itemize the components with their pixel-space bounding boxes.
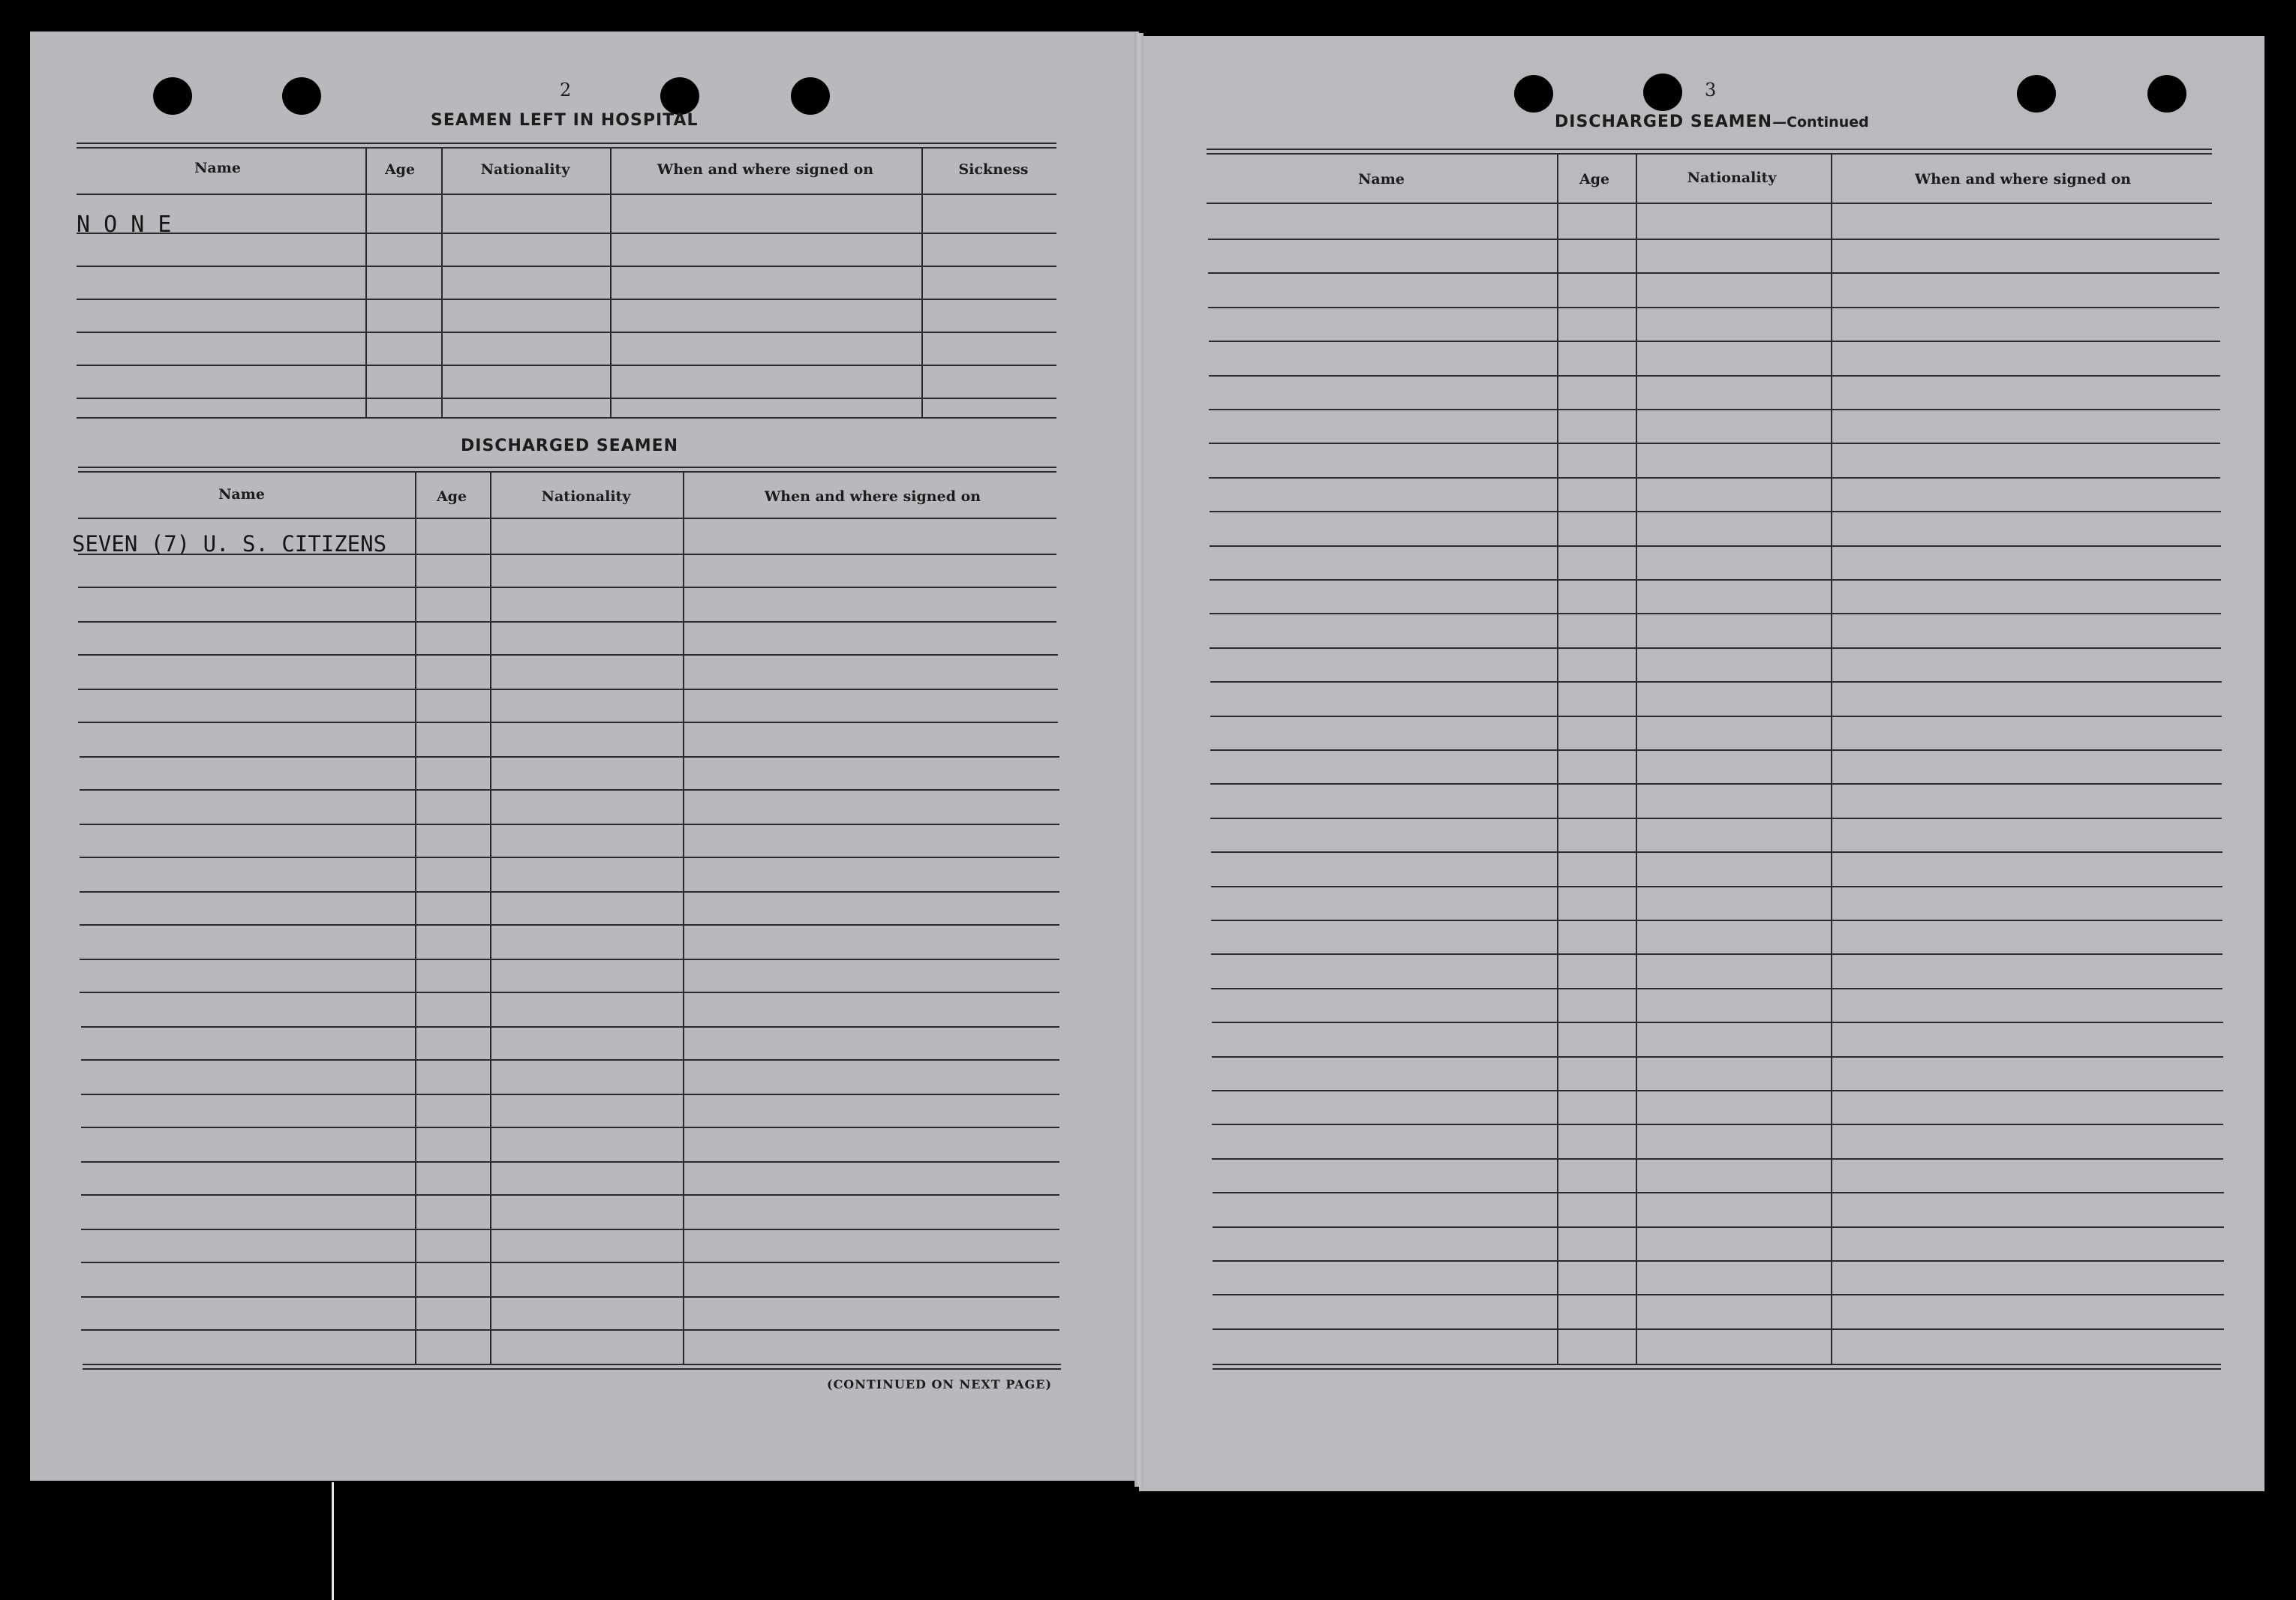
column-divider (415, 471, 416, 1365)
rule (1208, 239, 2219, 240)
page-number: 3 (1705, 80, 1717, 101)
rule (81, 1094, 1059, 1095)
rule (77, 233, 1056, 234)
rule (1210, 545, 2221, 547)
rule (1210, 681, 2222, 683)
rule (78, 471, 1056, 473)
rule (78, 689, 1058, 690)
rule (77, 299, 1056, 300)
rule (1210, 579, 2221, 581)
column-divider (1557, 153, 1558, 1365)
rule (80, 959, 1059, 960)
rule (1213, 1192, 2224, 1193)
rule (1213, 1364, 2221, 1365)
rule (1210, 783, 2222, 785)
rule (81, 1329, 1059, 1331)
rule (77, 147, 1056, 149)
rule (1213, 1260, 2224, 1262)
rule (80, 857, 1059, 858)
rule (77, 194, 1056, 195)
discharged-entry: SEVEN (7) U. S. CITIZENS (72, 531, 387, 557)
discharged-section-title: DISCHARGED SEAMEN (461, 437, 679, 455)
punch-hole (660, 77, 699, 115)
rule (1211, 953, 2222, 955)
rule (1212, 1090, 2223, 1091)
continued-footer: (CONTINUED ON NEXT PAGE) (827, 1377, 1053, 1391)
rule (1213, 1226, 2224, 1228)
rule (80, 789, 1059, 791)
column-header-signed-on: When and where signed on (657, 161, 874, 178)
rule (1210, 647, 2221, 649)
punch-hole (2147, 75, 2186, 113)
title-continued: —Continued (1772, 114, 1869, 131)
rule (1207, 203, 2212, 204)
rule (78, 467, 1056, 468)
rule (1208, 307, 2219, 308)
rule (80, 992, 1059, 993)
rule (77, 266, 1056, 267)
rule (1210, 511, 2221, 512)
rule (80, 891, 1059, 893)
column-divider (683, 471, 684, 1365)
rule (77, 365, 1056, 366)
punch-hole (153, 77, 192, 115)
rule (1213, 1368, 2221, 1370)
rule (1211, 988, 2222, 989)
rule (81, 1194, 1059, 1196)
rule (83, 1364, 1061, 1365)
rule (1210, 818, 2222, 819)
rule (1209, 375, 2220, 377)
rule (77, 417, 1056, 419)
page-fold (1134, 33, 1143, 1487)
punch-hole (282, 77, 321, 115)
rule (81, 1229, 1059, 1230)
rule (1209, 341, 2220, 342)
rule (80, 924, 1059, 926)
rule (1212, 1158, 2223, 1160)
punch-hole (1643, 74, 1682, 111)
column-header-nationality: Nationality (480, 161, 570, 178)
column-divider (1831, 153, 1832, 1365)
rule (1209, 409, 2220, 410)
hospital-entry: N O N E (77, 212, 172, 238)
rule (1213, 1294, 2224, 1295)
page-number: 2 (560, 80, 572, 101)
right-page (1139, 36, 2264, 1491)
rule (1207, 149, 2212, 150)
column-header-age: Age (384, 161, 416, 178)
rule (81, 1262, 1059, 1263)
rule (78, 722, 1058, 723)
punch-hole (1514, 75, 1553, 113)
rule (1210, 613, 2221, 614)
column-header-signed-on: When and where signed on (764, 488, 981, 505)
rule (1211, 920, 2222, 921)
rule (81, 1127, 1059, 1128)
rule (1208, 272, 2219, 274)
rule (1211, 886, 2222, 887)
rule (1211, 851, 2222, 853)
column-divider (610, 147, 612, 417)
column-divider (441, 147, 443, 417)
rule (1209, 443, 2220, 444)
rule (1210, 749, 2222, 751)
rule (81, 1059, 1059, 1061)
rule (77, 143, 1056, 144)
column-header-name: Name (194, 160, 241, 176)
rule (83, 1368, 1061, 1370)
rule (78, 654, 1058, 656)
rule (81, 1296, 1059, 1298)
column-divider (490, 471, 491, 1365)
rule (1207, 153, 2212, 155)
column-header-age: Age (1579, 171, 1610, 188)
column-divider (921, 147, 923, 417)
column-header-signed-on: When and where signed on (1914, 171, 2132, 188)
rule (1212, 1124, 2223, 1125)
rule (1213, 1328, 2224, 1330)
column-header-age: Age (436, 488, 467, 505)
column-divider (1636, 153, 1637, 1365)
column-header-nationality: Nationality (1687, 170, 1777, 186)
column-header-sickness: Sickness (958, 161, 1029, 178)
discharged-continued-title (1555, 113, 1869, 131)
rule (1210, 716, 2222, 717)
hospital-section-title: SEAMEN LEFT IN HOSPITAL (431, 111, 699, 130)
punch-hole (2017, 75, 2056, 113)
rule (77, 332, 1056, 333)
column-divider (365, 147, 367, 417)
column-header-nationality: Nationality (541, 488, 631, 505)
rule (80, 756, 1059, 758)
rule (1209, 477, 2220, 479)
rule (81, 1026, 1059, 1028)
column-header-name: Name (1358, 171, 1405, 188)
punch-hole (791, 77, 830, 115)
rule (1212, 1022, 2223, 1023)
rule (80, 824, 1059, 825)
rule (78, 518, 1056, 519)
rule (77, 398, 1056, 399)
rule (78, 587, 1056, 588)
rule (1212, 1056, 2223, 1058)
column-header-name: Name (218, 486, 265, 503)
rule (81, 1161, 1059, 1163)
edge-mark (332, 1482, 334, 1600)
rule (78, 621, 1056, 623)
title-main: DISCHARGED SEAMEN (1555, 113, 1773, 131)
